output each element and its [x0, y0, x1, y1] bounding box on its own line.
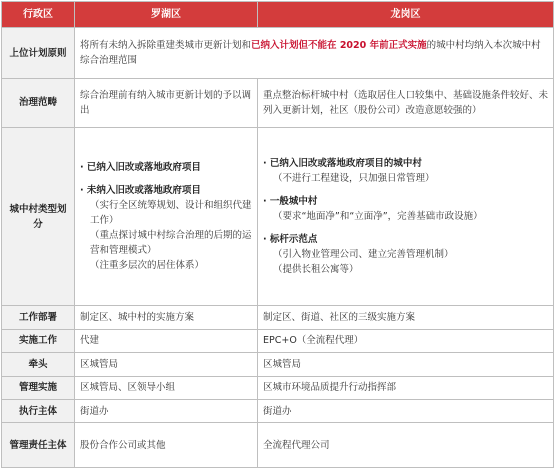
lead-luohu: 区城管局	[75, 353, 258, 376]
longgang-type-1-note: （不进行工程建设，只加强日常管理）	[273, 173, 435, 185]
table-header-row	[2, 2, 554, 28]
header-luohu: 罗湖区	[75, 2, 258, 28]
longgang-type-2-note: （要求“地面净”和“立面净”，完善基础市政设施）	[273, 211, 483, 223]
table-row	[2, 376, 554, 399]
longgang-type-3-note-a: （引入物业管理公司、建立完善管理机制）	[273, 249, 454, 261]
table-row	[2, 127, 554, 306]
exec-longgang: 街道办	[258, 399, 554, 422]
header-longgang: 龙岗区	[258, 2, 554, 28]
table-row	[2, 329, 554, 352]
table-row	[2, 306, 554, 329]
resp-luohu: 股份合作公司或其他	[75, 423, 258, 468]
row-label-impl: 实施工作	[2, 329, 75, 352]
row-label-range: 治理范畴	[2, 79, 75, 128]
deploy-luohu: 制定区、城中村的实施方案	[75, 306, 258, 329]
row-label-types: 城中村类型划分	[2, 127, 75, 306]
table-row	[2, 28, 554, 79]
impl-longgang: EPC+O（全流程代理）	[258, 329, 554, 352]
table-row	[2, 353, 554, 376]
scope-text: 将所有未纳入拆除重建类城市更新计划和	[80, 40, 252, 51]
row-label-exec: 执行主体	[2, 399, 75, 422]
luohu-type-2-note-a: （实行全区统筹规划、设计和组织代建工作）	[90, 200, 252, 227]
luohu-type-2: · 未纳入旧改或落地政府项目	[80, 185, 201, 197]
table-row	[2, 399, 554, 422]
comparison-table	[1, 1, 554, 468]
range-luohu: 综合治理前有纳入城市更新计划的予以调出	[75, 79, 258, 128]
row-label-lead: 牵头	[2, 353, 75, 376]
types-longgang	[258, 127, 554, 306]
row-label-manage: 管理实施	[2, 376, 75, 399]
resp-longgang: 全流程代理公司	[258, 423, 554, 468]
longgang-type-3: · 标杆示范点	[263, 234, 318, 246]
scope-text-end: 的城中村均纳入本次城中村综合治理范围	[80, 40, 541, 66]
row-label-resp: 管理责任主体	[2, 423, 75, 468]
row-label-deploy: 工作部署	[2, 306, 75, 329]
range-longgang: 重点整治标杆城中村（选取居住人口较集中、基础设施条件较好、未列入更新计划，社区（股份公司）改造意愿较强的）	[258, 79, 554, 128]
luohu-type-2-note-b: （重点探讨城中村综合治理的后期的运营和管理模式）	[90, 230, 252, 257]
table-row	[2, 423, 554, 468]
longgang-type-2: · 一般城中村	[263, 196, 318, 208]
manage-luohu: 区城管局、区领导小组	[75, 376, 258, 399]
scope-cell	[75, 28, 554, 79]
longgang-type-3-note-b: （提供长租公寓等）	[273, 264, 359, 276]
manage-longgang: 区城市环境品质提升行动指挥部	[258, 376, 554, 399]
scope-highlight: 已纳入计划但不能在 2020 年前正式实施	[251, 40, 427, 51]
types-luohu	[75, 127, 258, 306]
exec-luohu: 街道办	[75, 399, 258, 422]
deploy-longgang: 制定区、街道、社区的三级实施方案	[258, 306, 554, 329]
lead-longgang: 区城管局	[258, 353, 554, 376]
header-district: 行政区	[2, 2, 75, 28]
impl-luohu: 代建	[75, 329, 258, 352]
luohu-type-2-note-c: （注重多层次的居住体系）	[90, 260, 205, 272]
longgang-type-1: · 已纳入旧改或落地政府项目的城中村	[263, 158, 422, 170]
table-row	[2, 79, 554, 128]
row-label-scope: 上位计划原则	[2, 28, 75, 79]
luohu-type-1: · 已纳入旧改或落地政府项目	[80, 162, 201, 174]
